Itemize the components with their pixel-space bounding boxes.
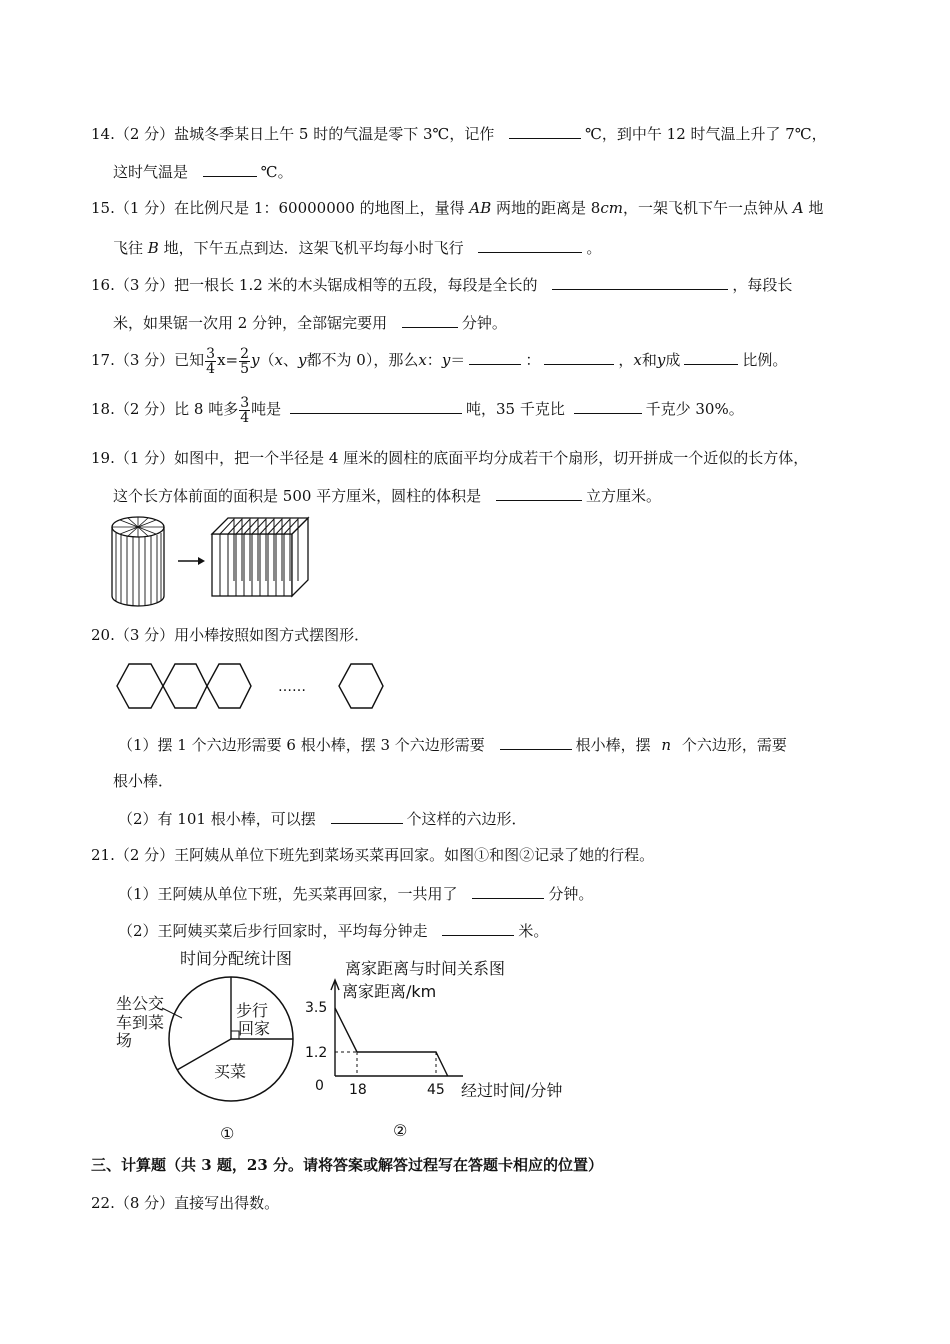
q19-text-c: 立方厘米。 bbox=[585, 487, 661, 505]
line-title: 离家距离与时间关系图 bbox=[345, 959, 506, 978]
pie-label-bus-2: 车到菜 bbox=[116, 1013, 165, 1032]
q20-p2 bbox=[118, 807, 527, 829]
q17-f1-den: 4 bbox=[206, 360, 216, 377]
q14-line1 bbox=[91, 122, 827, 144]
q19-line1 bbox=[91, 448, 808, 468]
hexagon-1 bbox=[117, 664, 163, 708]
q17-blank-2[interactable] bbox=[544, 348, 614, 365]
q20-text-d: 根小棒． bbox=[113, 772, 174, 790]
q20-p1-line1 bbox=[118, 733, 787, 755]
pie-chart bbox=[108, 946, 308, 1146]
q16-blank-2[interactable] bbox=[402, 311, 458, 328]
line-caption: ② bbox=[393, 1121, 408, 1140]
q17-equals: ＝ bbox=[450, 351, 466, 369]
q17-text-b: （ bbox=[259, 351, 275, 369]
q17-x1: x bbox=[274, 351, 284, 369]
section-3-text: 三、计算题（共 3 题，23 分。请将答案或解答过程写在答题卡相应的位置） bbox=[91, 1156, 603, 1174]
line-origin: 0 bbox=[315, 1078, 324, 1094]
q22-text: 22.（8 分）直接写出得数。 bbox=[91, 1194, 280, 1212]
x-tick-0: 18 bbox=[349, 1082, 367, 1098]
q19-line2 bbox=[113, 484, 661, 506]
q18-text-c: 吨，35 千克比 bbox=[465, 400, 565, 418]
cylinder-vertical-lines bbox=[116, 533, 161, 606]
q19-blank[interactable] bbox=[496, 484, 582, 501]
line-ylabel: 离家距离/km bbox=[342, 982, 437, 1001]
q15-text-a: 15.（1 分）在比例尺是 1：60000000 的地图上，量得 bbox=[91, 199, 465, 217]
q14-line2 bbox=[113, 160, 293, 182]
q17-fraction-2 bbox=[239, 347, 250, 376]
pie-label-buy: 买菜 bbox=[214, 1062, 247, 1081]
q17-text-a: 17.（3 分）已知 bbox=[91, 351, 205, 369]
q18-text-a: 18.（2 分）比 8 吨多 bbox=[91, 400, 239, 418]
hexagon-3 bbox=[207, 664, 251, 708]
q16-text-b: ，每段长 bbox=[732, 276, 793, 294]
q18-blank-2[interactable] bbox=[574, 397, 642, 414]
q15-blank[interactable] bbox=[478, 236, 582, 253]
q21-blank-1[interactable] bbox=[472, 882, 544, 899]
q14-blank-2[interactable] bbox=[203, 160, 257, 177]
q14-text-d: ℃。 bbox=[260, 163, 293, 181]
q17-text-q: 比例。 bbox=[742, 351, 788, 369]
pie-label-bus-1: 坐公交 bbox=[116, 994, 165, 1013]
q21-text-title: 21.（2 分）王阿姨从单位下班先到菜场买菜再回家。如图①和图②记录了她的行程。 bbox=[91, 846, 655, 864]
x-tick-1: 45 bbox=[427, 1082, 445, 1098]
q17-y: y bbox=[251, 351, 260, 369]
q18-f-den: 4 bbox=[240, 409, 250, 426]
q20-title bbox=[91, 625, 369, 645]
q17-colon-2: ： bbox=[525, 351, 541, 369]
q17-and: 和 bbox=[641, 351, 657, 369]
q14-text-c: 这时气温是 bbox=[113, 163, 189, 181]
q17-y3: y bbox=[656, 351, 666, 369]
q21-p1 bbox=[118, 882, 593, 904]
section-3-heading bbox=[91, 1155, 603, 1175]
q15-b: B bbox=[147, 239, 159, 257]
cylinder-bottom bbox=[112, 596, 164, 606]
q18-blank-1[interactable] bbox=[290, 397, 462, 414]
q17-line bbox=[91, 345, 787, 376]
q17-text-f: 都不为 0），那么 bbox=[306, 351, 419, 369]
q21-text-d: 米。 bbox=[518, 922, 549, 940]
hexagon-2 bbox=[163, 664, 207, 708]
q18-f-num: 3 bbox=[240, 394, 250, 411]
q17-x2: x bbox=[418, 351, 427, 369]
q15-text-e: 飞往 bbox=[113, 239, 144, 257]
q20-text-b: 根小棒，摆 bbox=[575, 736, 651, 754]
pie-label-bus-3: 场 bbox=[116, 1031, 133, 1050]
q20-blank-1[interactable] bbox=[500, 733, 572, 750]
q15-text-b: 两地的距离是 8 bbox=[496, 199, 601, 217]
q20-text-title: 20.（3 分）用小棒按照如图方式摆图形． bbox=[91, 626, 370, 644]
q15-text-c: ，一架飞机下午一点钟从 bbox=[622, 199, 788, 217]
pie-title: 时间分配统计图 bbox=[180, 949, 293, 968]
q17-f2-den: 5 bbox=[240, 360, 250, 377]
q21-text-c: （2）王阿姨买菜后步行回家时，平均每分钟走 bbox=[118, 922, 428, 940]
y-tick-1: 1.2 bbox=[305, 1045, 328, 1061]
q18-text-b: 吨是 bbox=[251, 400, 282, 418]
q17-f2-num: 2 bbox=[240, 345, 250, 362]
q18-line bbox=[91, 394, 744, 425]
q21-blank-2[interactable] bbox=[442, 919, 514, 936]
q18-text-d: 千克少 30%。 bbox=[645, 400, 744, 418]
q15-text-d: 地 bbox=[808, 199, 824, 217]
q21-p2 bbox=[118, 919, 548, 941]
hexagon-figure bbox=[112, 658, 388, 714]
q19-text-a: 19.（1 分）如图中，把一个半径是 4 厘米的圆柱的底面平均分成若干个扇形，切开拼成一个近似的长方体， bbox=[91, 449, 809, 467]
q16-text-a: 16.（3 分）把一根长 1.2 米的木头锯成相等的五段，每段是全长的 bbox=[91, 276, 538, 294]
q21-text-b: 分钟。 bbox=[548, 885, 594, 903]
q15-text-f: 地，下午五点到达．这架飞机平均每小时飞行 bbox=[163, 239, 464, 257]
q17-text-d: 、 bbox=[283, 351, 299, 369]
q16-line1 bbox=[91, 273, 792, 295]
q14-text-a: 14.（2 分）盐城冬季某日上午 5 时的气温是零下 3℃，记作 bbox=[91, 125, 495, 143]
q18-fraction bbox=[239, 396, 250, 425]
q17-cheng: 成 bbox=[665, 351, 681, 369]
q19-text-b: 这个长方体前面的面积是 500 平方厘米，圆柱的体积是 bbox=[113, 487, 482, 505]
q17-blank-3[interactable] bbox=[684, 348, 738, 365]
q20-blank-2[interactable] bbox=[331, 807, 403, 824]
pie-label-walk-2: 回家 bbox=[238, 1019, 271, 1038]
q17-comma: ， bbox=[618, 351, 634, 369]
q17-y1: y bbox=[298, 351, 307, 369]
q21-title bbox=[91, 845, 654, 865]
q15-line1 bbox=[91, 198, 823, 218]
hexagon-dots: …… bbox=[278, 679, 306, 695]
q17-x-eq: x= bbox=[217, 351, 239, 369]
q17-blank-1[interactable] bbox=[469, 348, 521, 365]
distance-series-line bbox=[335, 1008, 448, 1076]
pie-caption: ① bbox=[220, 1124, 235, 1143]
q17-x3: x bbox=[633, 351, 642, 369]
q16-blank-1[interactable] bbox=[552, 273, 728, 290]
q20-n: n bbox=[661, 736, 672, 754]
line-xlabel: 经过时间/分钟 bbox=[461, 1081, 563, 1100]
line-chart bbox=[305, 952, 595, 1144]
q20-text-a: （1）摆 1 个六边形需要 6 根小棒，摆 3 个六边形需要 bbox=[118, 736, 485, 754]
q15-cm: cm bbox=[600, 199, 623, 217]
q20-p1-line2 bbox=[113, 771, 173, 791]
q16-text-d: 分钟。 bbox=[461, 314, 507, 332]
q15-text-g: 。 bbox=[586, 239, 602, 257]
q17-f1-num: 3 bbox=[206, 345, 216, 362]
q20-text-c: 个六边形，需要 bbox=[681, 736, 787, 754]
arrow-icon bbox=[198, 557, 205, 565]
q17-y2: y bbox=[441, 351, 451, 369]
cylinder-figure bbox=[108, 514, 318, 608]
q15-line2 bbox=[113, 236, 601, 258]
q17-fraction-1 bbox=[205, 347, 216, 376]
q15-a: A bbox=[792, 199, 804, 217]
q17-colon-1: ： bbox=[426, 351, 442, 369]
q20-text-e: （2）有 101 根小棒，可以摆 bbox=[118, 810, 316, 828]
q15-ab: AB bbox=[469, 199, 492, 217]
q14-text-b: ℃，到中午 12 时气温上升了 7℃， bbox=[585, 125, 827, 143]
q16-line2 bbox=[113, 311, 507, 333]
q14-blank-1[interactable] bbox=[509, 122, 581, 139]
hexagon-4 bbox=[339, 664, 383, 708]
q22-line bbox=[91, 1193, 279, 1213]
y-tick-0: 3.5 bbox=[305, 1000, 328, 1016]
pie-label-walk-1: 步行 bbox=[236, 1001, 269, 1020]
q21-text-a: （1）王阿姨从单位下班，先买菜再回家，一共用了 bbox=[118, 885, 458, 903]
q20-text-f: 个这样的六边形． bbox=[406, 810, 527, 828]
q16-text-c: 米，如果锯一次用 2 分钟，全部锯完要用 bbox=[113, 314, 388, 332]
